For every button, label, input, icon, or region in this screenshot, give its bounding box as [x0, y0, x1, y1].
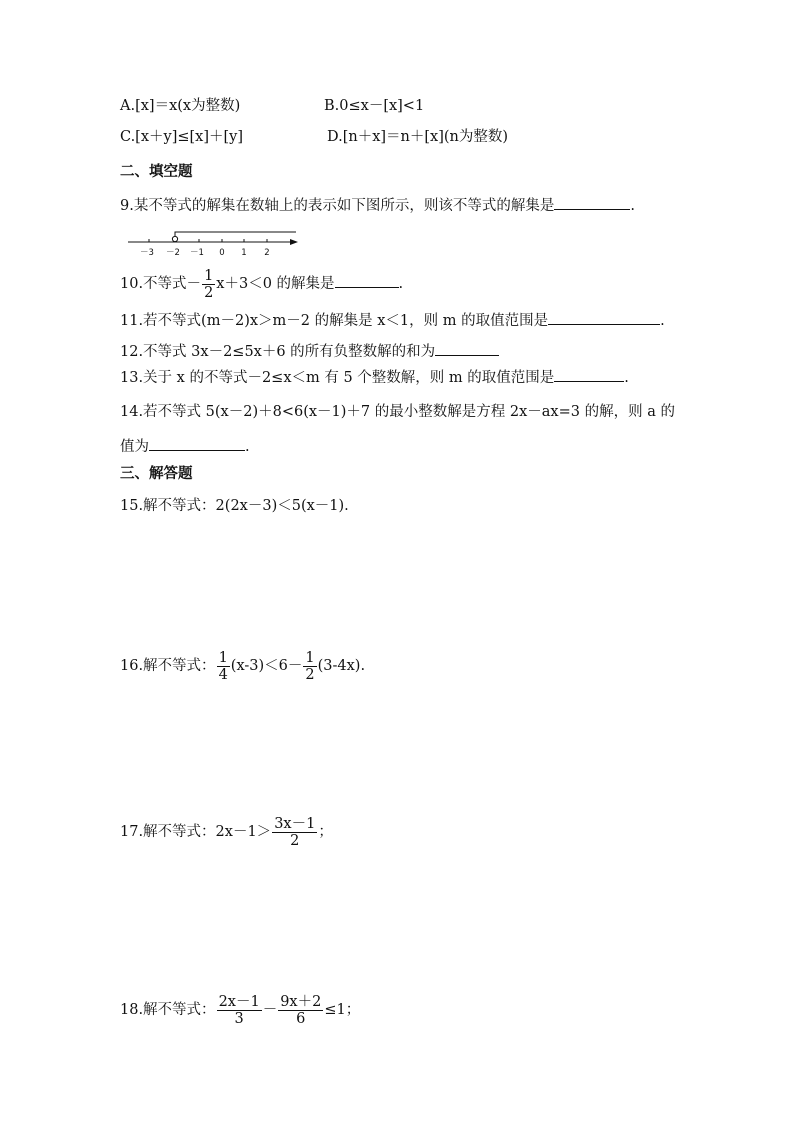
section-heading-solve: 三、解答题	[120, 466, 193, 482]
fraction-numerator: 9x＋2	[280, 993, 322, 1010]
fraction	[217, 994, 262, 1027]
fraction	[278, 994, 323, 1027]
fraction-denominator: 2	[290, 832, 300, 849]
question-18-prefix: 18.解不等式：	[120, 1002, 216, 1018]
answer-blank	[149, 435, 245, 451]
fraction	[217, 650, 230, 683]
question-18-suffix: ≤1；	[324, 1002, 361, 1018]
question-18	[120, 990, 360, 1030]
tick-label: －1	[190, 248, 204, 258]
question-9-end: .	[630, 198, 635, 214]
question-11	[120, 309, 665, 331]
question-17-suffix: ；	[318, 824, 333, 840]
question-12	[120, 340, 499, 362]
fraction-numerator: 1	[204, 267, 214, 284]
question-12-text: 12.不等式 3x－2≤5x＋6 的所有负整数解的和为	[120, 344, 436, 360]
question-14-text: 值为	[120, 439, 149, 455]
minus-sign: －	[262, 1002, 278, 1018]
tick-label: 1	[241, 248, 247, 258]
question-13-text: 13.关于 x 的不等式－2≤x＜m 有 5 个整数解，则 m 的取值范围是	[120, 370, 555, 386]
answer-blank	[554, 194, 630, 210]
question-13-end: .	[624, 370, 629, 386]
question-15: 15.解不等式：2(2x－3)＜5(x－1).	[120, 498, 349, 514]
question-10-prefix: 10.不等式－	[120, 276, 202, 292]
answer-blank	[435, 340, 499, 356]
answer-blank	[548, 309, 660, 325]
question-9	[120, 194, 635, 216]
fraction-numerator: 3x－1	[274, 815, 316, 832]
fraction-denominator: 6	[296, 1010, 306, 1027]
number-line-figure	[126, 224, 306, 260]
question-13	[120, 366, 629, 388]
question-16-text: (x-3)＜6－	[230, 658, 303, 674]
arrow-right-icon	[290, 239, 298, 245]
q8-option-d: D.[n＋x]＝n＋[x](n为整数)	[327, 129, 509, 145]
question-10-end: .	[398, 276, 404, 292]
question-10	[120, 264, 403, 304]
tick-label: －3	[140, 248, 154, 258]
q8-option-a: A.[x]＝x(x为整数)	[120, 98, 241, 114]
fraction	[272, 816, 317, 849]
fraction-denominator: 2	[204, 284, 214, 301]
question-16-suffix: (3-4x).	[317, 658, 366, 674]
question-16	[120, 646, 365, 686]
q8-option-b: B.0≤x－[x]<1	[324, 98, 425, 114]
fraction-denominator: 3	[234, 1010, 244, 1027]
question-17-prefix: 17.解不等式：2x－1＞	[120, 824, 272, 840]
solution-ray	[175, 232, 296, 238]
fraction-numerator: 1	[218, 649, 228, 666]
open-circle-marker	[172, 236, 177, 241]
question-9-text: 9.某不等式的解集在数轴上的表示如下图所示，则该不等式的解集是	[120, 198, 555, 214]
answer-blank	[554, 366, 624, 382]
question-14-line2	[120, 435, 250, 457]
question-17	[120, 812, 333, 852]
tick-label: 0	[219, 248, 225, 258]
question-14-line1: 14.若不等式 5(x－2)＋8<6(x－1)＋7 的最小整数解是方程 2x－ax=3 的解，则 a 的	[120, 404, 675, 420]
fraction-denominator: 2	[305, 666, 315, 683]
question-14-end: .	[245, 439, 250, 455]
q8-option-c: C.[x＋y]≤[x]＋[y]	[120, 129, 244, 145]
fraction-numerator: 2x－1	[218, 993, 260, 1010]
fraction-numerator: 1	[305, 649, 315, 666]
question-11-text: 11.若不等式(m－2)x＞m－2 的解集是 x＜1，则 m 的取值范围是	[120, 313, 549, 329]
question-16-prefix: 16.解不等式：	[120, 658, 216, 674]
question-10-text: x＋3＜0 的解集是	[216, 276, 335, 292]
question-11-end: .	[660, 313, 665, 329]
fraction	[303, 650, 316, 683]
fraction	[202, 268, 215, 301]
answer-blank	[335, 272, 399, 288]
fraction-denominator: 4	[218, 666, 228, 683]
tick-label: 2	[264, 248, 270, 258]
section-heading-fill-in: 二、填空题	[120, 164, 193, 180]
tick-label: －2	[166, 248, 180, 258]
